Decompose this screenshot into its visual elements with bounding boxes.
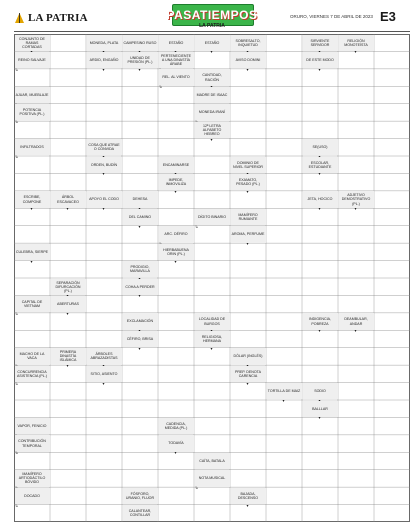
arrow-down-icon: ▾ — [210, 136, 213, 142]
clue-cell: PREP. DENOTA CARENCIA — [231, 366, 266, 382]
arrow-down-icon: ▾ — [318, 206, 321, 212]
clue-cell: EXAMATO, PESADO (PL.) — [231, 174, 266, 190]
clue-cell: LOCALIDAD DE BURGOS — [195, 313, 230, 329]
clue-cell: PRODIGIO, MARAVILLA — [123, 261, 158, 277]
clue-cell: SEPARACIÓN DIFURCACIÓN (PL.) — [51, 279, 86, 295]
clue-cell: AVISO DOMINI — [231, 52, 266, 68]
clue-cell: MONEDA IRANÍ — [195, 104, 230, 120]
arrow-down-icon: ▾ — [102, 380, 105, 386]
arrow-down-icon: ▾ — [66, 310, 69, 316]
clue-cell: ORDEN, BUDÍN — [87, 157, 122, 173]
arrow-right-icon: ↳ — [15, 380, 19, 386]
clue-cell: DEL CAMINO — [123, 209, 158, 225]
arrow-down-icon: ▾ — [246, 380, 249, 386]
clue-cell: DOCADO — [15, 488, 50, 504]
clue-cell: ÁRBOLES ABRAZADISTAS — [87, 348, 122, 364]
arrow-down-icon: ▾ — [354, 328, 357, 334]
clue-cell: HIERBABUENA ORIN (PL.) — [159, 244, 194, 260]
arrow-down-icon: ▾ — [102, 206, 105, 212]
arrow-down-icon: ▾ — [138, 223, 141, 229]
clue-cell: SIRVIENTE SERVIDOR — [303, 35, 338, 51]
arrow-down-icon: ▾ — [354, 206, 357, 212]
clue-cell: SITIO, ASIENTO — [87, 366, 122, 382]
arrow-down-icon: ▾ — [102, 66, 105, 72]
arrow-down-icon: ▾ — [30, 258, 33, 264]
clue-cell: TORTILLA DE MAIZ — [267, 383, 302, 399]
clue-cell: ADJETIVO DEMOSTRATIVO (PL.) — [339, 191, 374, 207]
clue-cell: CONJUNTO DE RAMAS CORTADAS — [15, 35, 50, 51]
arrow-down-icon: ▾ — [174, 258, 177, 264]
clue-cell: DÍGITO BINARIO — [195, 209, 230, 225]
clue-cell: IMPEDE, INMOVILIZA — [159, 174, 194, 190]
clue-cell: SOBRESALTO, INQUIETUD — [231, 35, 266, 51]
clue-cell: MAMÍFERO ARTIODÁCTILO BÓVIDO — [15, 470, 50, 486]
arrow-down-icon: ▾ — [354, 49, 357, 55]
clue-cell: DÓLAR (INGLÉS) — [231, 348, 266, 364]
arrow-down-icon: ▾ — [282, 398, 285, 403]
clue-cell: REL. AL VIENTO — [159, 69, 194, 85]
arrow-down-icon: ▾ — [246, 188, 249, 194]
crossword-grid — [14, 34, 410, 522]
clue-cell: MACHO DE LA VACA — [15, 348, 50, 364]
clue-cell: JETA, HOCICO — [303, 191, 338, 207]
clue-cell: EXCLAMACIÓN — [123, 313, 158, 329]
arrow-down-icon: ▾ — [318, 66, 321, 72]
pen-nib-icon — [14, 12, 25, 24]
arrow-down-icon: ▾ — [210, 345, 213, 351]
clue-cell: ESTAÑO — [195, 35, 230, 51]
clue-cell: CAPITAL DE VIETNAM — [15, 296, 50, 312]
clue-cell: ARDID, ENGAÑO — [87, 52, 122, 68]
clue-cell: CONTRIBUCIÓN TEMPORAL — [15, 435, 50, 451]
arrow-down-icon: ▾ — [210, 49, 213, 55]
dateline: ORURO, VIERNES 7 DE ABRIL DE 2023 — [290, 14, 373, 19]
arrow-down-icon: ▾ — [246, 241, 249, 247]
clue-cell: MONEDA, PLATA — [87, 35, 122, 51]
logo-text: LA PATRIA — [28, 12, 88, 24]
clue-cell: APOYO EL CODO — [87, 191, 122, 207]
clue-cell: ESTAÑO — [159, 35, 194, 51]
clue-cell: PRIMERA DINASTÍA ISLÁMICA — [51, 348, 86, 364]
arrow-down-icon: ▾ — [30, 206, 33, 212]
arrow-down-icon: ▾ — [318, 328, 321, 334]
clue-cell: SE(USO) — [303, 139, 338, 155]
clue-cell: 12ª LETRA ALFABETO HEBREO — [195, 122, 230, 138]
clue-cell: CANTIDAD, RACIÓN — [195, 69, 230, 85]
clue-cell: RELIGIÓN MONOTEÍSTA — [339, 35, 374, 51]
clue-cell: REINO SALVAJE — [15, 52, 50, 68]
arrow-down-icon: ▾ — [138, 66, 141, 72]
clue-cell: MADRE DE ISAAC — [195, 87, 230, 103]
clue-cell: ENCAMINARSE — [159, 157, 194, 173]
arrow-down-icon: ▾ — [174, 450, 177, 456]
page-header — [0, 0, 420, 32]
clue-cell: PERTENECIENTE A UNA DINASTÍA ÁRABE — [159, 52, 194, 68]
clue-cell: CÉFIRO, BRISA — [123, 331, 158, 347]
arrow-down-icon: ▾ — [174, 188, 177, 194]
arrow-right-icon: ↳ — [15, 502, 19, 508]
clue-cell: VAPOR, FENICIO — [15, 418, 50, 434]
arrow-right-icon: ↳ — [15, 450, 19, 456]
clue-cell: TODAVÍA — [159, 435, 194, 451]
clue-cell: SODIO — [303, 383, 338, 399]
arrow-down-icon: ▾ — [246, 66, 249, 72]
clue-cell: DEHESA — [123, 191, 158, 207]
header-rule — [14, 31, 410, 32]
arrow-down-icon: ▾ — [66, 206, 69, 212]
clue-cell: UNIDAD DE PRESIÓN (PL.) — [123, 52, 158, 68]
clue-cell: POTENCIA POSITIVA (PL.) — [15, 104, 50, 120]
clue-cell: CULEBRA, SIERPE — [15, 244, 50, 260]
arrow-down-icon: ▾ — [318, 171, 321, 177]
arrow-right-icon: ↳ — [195, 223, 199, 229]
clue-cell: AROMA, PERFUME — [231, 226, 266, 242]
clue-cell: DOMINIO DE NIVEL SUPERIOR — [231, 157, 266, 173]
newspaper-logo — [14, 10, 88, 26]
arrow-right-icon: ↳ — [195, 485, 199, 491]
clue-cell: DEAMBULAR, ANDAR — [339, 313, 374, 329]
clue-cell: ARC. DÉFIRO — [159, 226, 194, 242]
arrow-down-icon: ▾ — [138, 293, 141, 299]
clue-cell: ESCOLAR, ESTUDIANTE — [303, 157, 338, 173]
clue-cell: DE ESTE MODO — [303, 52, 338, 68]
arrow-down-icon: ▾ — [66, 363, 69, 369]
clue-cell: COSA QUE ATRAE O CONVIDA — [87, 139, 122, 155]
arrow-right-icon: ↳ — [15, 154, 19, 159]
page-number: E3 — [380, 9, 396, 24]
clue-cell: NOTA MUSICAL — [195, 470, 230, 486]
arrow-down-icon: ▾ — [246, 502, 249, 508]
arrow-right-icon: ↳ — [15, 310, 19, 316]
clue-cell: ÁRBOL ESCAVACEO — [51, 191, 86, 207]
clue-cell: ABERTURAS — [51, 296, 86, 312]
brand-title: PASATIEMPOS — [166, 8, 258, 22]
section-brand — [166, 4, 258, 32]
clue-cell: AJUAR, MUEBLAJE — [15, 87, 50, 103]
clue-cell: BAJADA, DESCENSO — [231, 488, 266, 504]
clue-cell: CADENCIA, MEDIDA (PL.) — [159, 418, 194, 434]
clue-cell: INDIGENCIA, POBREZA — [303, 313, 338, 329]
brand-subtitle: LA PATRIA — [199, 23, 225, 29]
clue-cell: MAMÍFERO RUMIANTE — [231, 209, 266, 225]
arrow-right-icon: ↳ — [15, 119, 19, 125]
clue-cell: CAMPESINO RUSO — [123, 35, 158, 51]
arrow-down-icon: ▾ — [102, 171, 105, 177]
clue-cell: CAÍTA, BATALA — [195, 453, 230, 469]
clue-cell: BALLLAR — [303, 401, 338, 417]
clue-cell: CONCURRENCIA ASISTENCIA (PL.) — [15, 366, 50, 382]
arrow-down-icon: ▾ — [138, 345, 141, 351]
arrow-right-icon: ↳ — [159, 84, 163, 90]
clue-cell: COHA A PERDER — [123, 279, 158, 295]
clue-cell: FÓSFORO, URANIO, FLUOR — [123, 488, 158, 504]
clue-cell: ESCRIBE, COMPONE — [15, 191, 50, 207]
clue-cell: CALANTEAR, CONTILLAR — [123, 505, 158, 521]
arrow-right-icon: ↳ — [15, 66, 19, 72]
arrow-down-icon: ▾ — [318, 415, 321, 421]
clue-cell: INFILTRADOS — [15, 139, 50, 155]
clue-cell: RELIGIOSA, HERMANA — [195, 331, 230, 347]
